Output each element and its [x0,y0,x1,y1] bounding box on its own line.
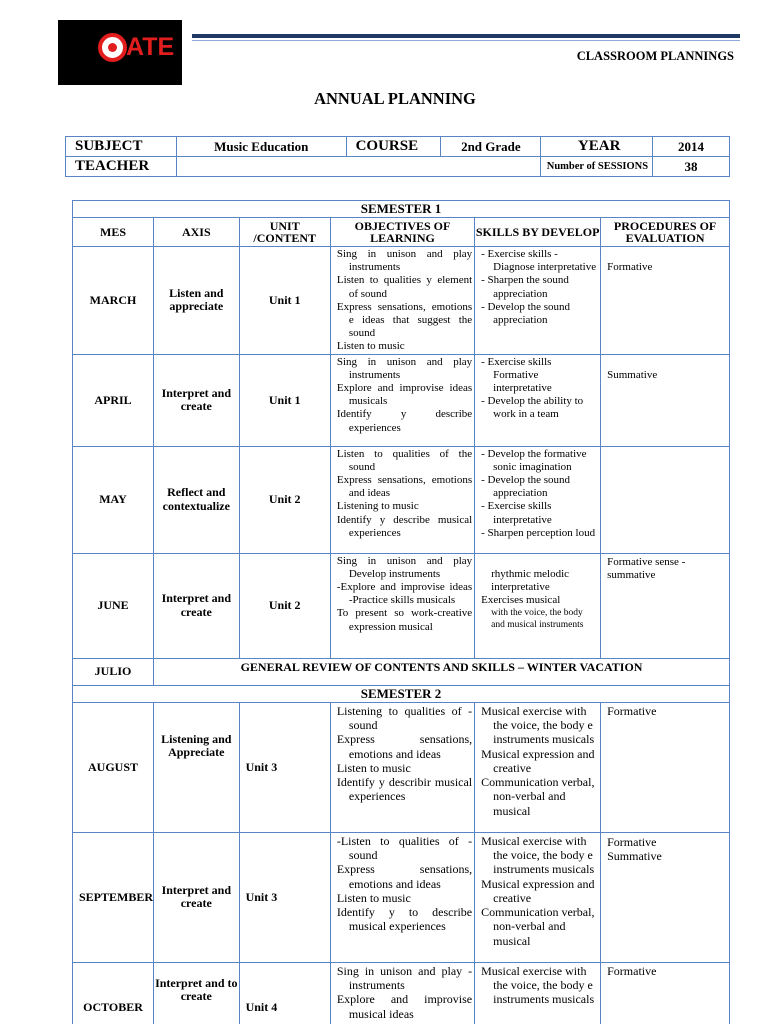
evaluation-cell [601,553,730,658]
skill-item: Exercises musical [481,594,561,607]
header-objectives: OBJECTIVES OF LEARNING [330,218,474,247]
teacher-value [176,157,540,177]
teacher-label: TEACHER [66,157,177,177]
skill-item: rhythmic melodic [491,567,570,580]
month-cell: MARCH [73,247,154,355]
month-cell: OCTOBER [73,962,154,1024]
unit-cell: Unit 3 [239,702,330,832]
evaluation-text: Formative [607,261,653,273]
month-cell: AUGUST [73,702,154,832]
objective-item: Explore and improvise ideas musicals [336,382,473,408]
table-row [73,832,730,962]
subject-label: SUBJECT [66,137,177,157]
header-procedures: PROCEDURES OF EVALUATION [601,218,730,247]
objectives-cell [330,962,474,1024]
skill-item: - Develop the sound appreciation [481,474,571,500]
objective-item: Listen to music [336,340,405,353]
objectives-cell [330,247,474,355]
header-right-title: CLASSROOM PLANNINGS [576,49,734,63]
logo [58,20,182,85]
month-cell: SEPTEMBER [73,832,154,962]
axis-cell: Reflect and contextualize [154,446,240,553]
skills-cell [475,702,601,832]
skill-item: - Develop the sound appreciation [481,300,571,327]
table-row [73,354,730,446]
evaluation-cell [601,832,730,962]
month-cell: MAY [73,446,154,553]
objective-item: Identify y to describe musical experiences [336,905,473,934]
objective-item: Express sensations, emotions e ideas that suggest the sound [336,300,473,340]
skills-cell [475,832,601,962]
evaluation-text: Formative Summative [607,834,662,863]
table-row [73,702,730,832]
unit-cell: Unit 1 [239,247,330,355]
axis-cell: Listen and appreciate [154,247,240,355]
objective-item: Listening to qualities of - sound [336,703,473,732]
table-row [73,962,730,1024]
evaluation-cell [601,247,730,355]
objective-item: Sing in unison and play - instruments [336,963,473,992]
objective-item: Sing in unison and play instruments [336,355,473,381]
header-mes: MES [73,218,154,247]
evaluation-text: Summative [607,368,658,381]
skill-item: - Exercise skills Formative interpretative [481,355,552,395]
unit-cell: Unit 1 [239,354,330,446]
objectives-cell [330,832,474,962]
skills-cell [475,962,601,1024]
skill-item: - Develop the ability to work in a team [481,395,584,421]
header-unit: UNIT /CONTENT [239,218,330,247]
logo-text: ATE [126,33,175,61]
unit-cell: Unit 2 [239,553,330,658]
skill-item: - Develop the formative sonic imagination [481,447,587,473]
sessions-label: Number of SESSIONS [541,157,653,177]
evaluation-text: Formative [607,963,657,978]
axis-cell: Interpret and create [154,354,240,446]
objective-item: Sing in unison and play Develop instruments [336,554,473,580]
evaluation-cell [601,446,730,553]
skill-item: Musical exercise with the voice, the body e instruments musicals [481,963,595,1007]
objective-item: -Listen to qualities of - sound [336,833,473,862]
skill-item: Musical exercise with the voice, the body e instruments musicals [481,703,595,747]
skill-item: Communication verbal, non-verbal and musical [481,775,595,818]
objectives-cell [330,553,474,658]
objective-item: To present so work-creative expression musical [336,607,473,633]
skill-item: interpretative [491,580,550,593]
info-table [65,136,730,177]
review-cell: GENERAL REVIEW OF CONTENTS AND SKILLS – WINTER VACATION [154,658,730,685]
axis-cell: Interpret and to create [154,962,240,1024]
table-row [73,553,730,658]
logo-o-icon [98,33,127,62]
month-cell: JULIO [73,658,154,685]
table-row [73,446,730,553]
evaluation-text: Formative [607,703,657,718]
year-label: YEAR [541,137,653,157]
skill-item: Communication verbal, non-verbal and musical [481,905,595,948]
objective-item: -Explore and improvise ideas -Practice skills musicals [336,581,473,607]
unit-cell: Unit 4 [239,962,330,1024]
objectives-cell [330,354,474,446]
header-rule [192,34,740,38]
course-value: 2nd Grade [441,137,541,157]
objective-item: Identify y describe musical experiences [336,513,473,539]
month-cell: JUNE [73,553,154,658]
objective-item: Listen to qualities of the sound [336,447,473,473]
evaluation-cell [601,962,730,1024]
plan-table [72,200,730,1024]
objective-item: Listen to qualities y element of sound [336,274,473,300]
skill-item: Musical expression and creative [481,876,595,905]
skill-item: - Sharpen perception loud [481,526,596,539]
axis-cell: Interpret and create [154,832,240,962]
table-row [73,247,730,355]
year-value: 2014 [653,137,730,157]
objective-item: Listen to music [336,760,411,775]
objective-item: Identify y describe experiences [336,408,473,434]
objective-item: Express sensations, emotions and ideas [336,862,473,891]
objectives-cell [330,702,474,832]
objectives-cell [330,446,474,553]
subject-value: Music Education [176,137,346,157]
document-title: ANNUAL PLANNING [314,89,476,108]
skill-item: Musical exercise with the voice, the body e instruments musicals [481,833,595,877]
semester-1-heading: SEMESTER 1 [73,201,730,218]
unit-cell: Unit 3 [239,832,330,962]
objective-item: Identify y describir musical experiences [336,775,473,804]
header-rule-thin [192,40,740,41]
skill-item: Musical expression and creative [481,746,595,775]
skill-item: - Exercise skills - Diagnose interpretative [481,248,597,274]
skill-item: - Exercise skills interpretative [481,500,552,526]
skills-cell [475,446,601,553]
course-label: COURSE [346,137,441,157]
header-skills: SKILLS BY DEVELOP [475,218,601,247]
month-cell: APRIL [73,354,154,446]
objective-item: Listening to music [336,500,419,513]
skills-cell [475,553,601,658]
skills-cell [475,354,601,446]
skills-cell [475,247,601,355]
objective-item: Express sensations, emotions and ideas [336,732,473,761]
objective-item: Explore and improvise musical ideas [336,992,473,1021]
table-row [73,658,730,685]
skill-item: with the voice, the body and musical instruments [491,608,584,631]
skill-item: - Sharpen the sound appreciation [481,274,569,300]
objective-item: Express sensations, emotions and ideas [336,474,473,500]
semester-2-heading: SEMESTER 2 [73,685,730,702]
sessions-value: 38 [653,157,730,177]
evaluation-cell [601,702,730,832]
unit-cell: Unit 2 [239,446,330,553]
objective-item: Sing in unison and play instruments [336,248,473,274]
axis-cell: Listening and Appreciate [154,702,240,832]
evaluation-cell [601,354,730,446]
evaluation-text: Formative sense -summative [607,555,686,581]
header-axis: AXIS [154,218,240,247]
objective-item: Listen to music [336,890,411,905]
axis-cell: Interpret and create [154,553,240,658]
